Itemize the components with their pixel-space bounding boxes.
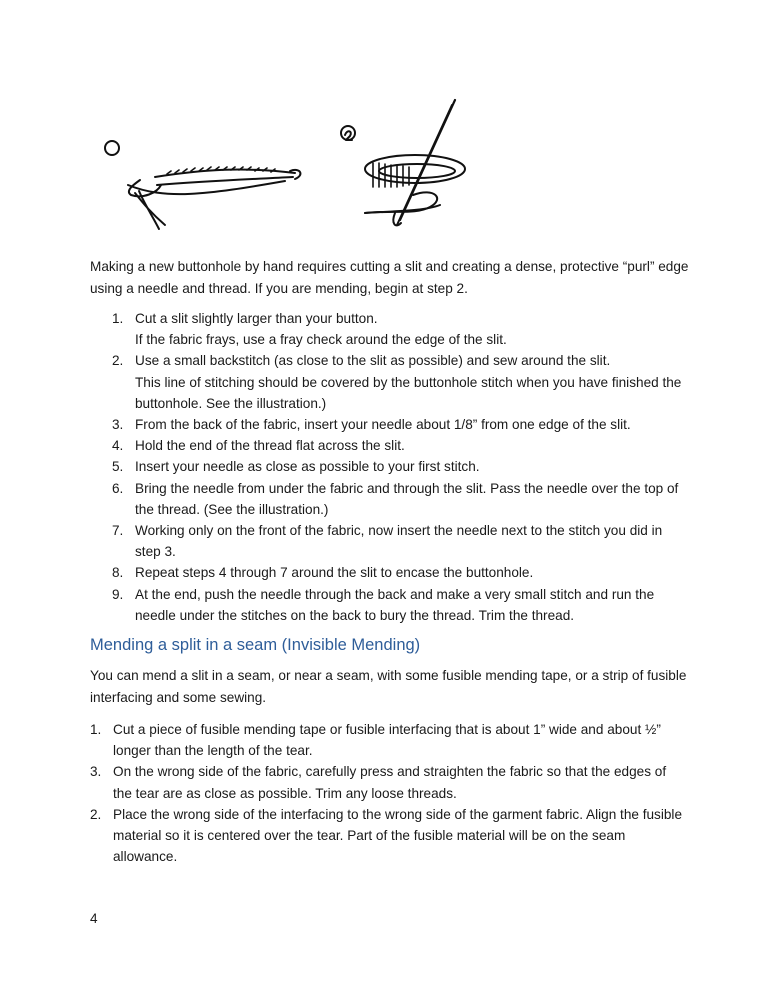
buttonhole-steps-list bbox=[90, 308, 685, 626]
step-text: Hold the end of the thread flat across the slit. bbox=[135, 438, 405, 454]
step-number: 9. bbox=[112, 586, 124, 602]
section-intro-paragraph bbox=[90, 665, 690, 708]
slit-line-icon bbox=[128, 181, 285, 194]
step-text: Repeat steps 4 through 7 around the slit to encase the buttonhole. bbox=[135, 565, 534, 581]
list-item bbox=[90, 804, 685, 868]
list-item bbox=[90, 308, 685, 350]
step-text: Cut a slit slightly larger than your button. bbox=[135, 311, 378, 326]
list-item bbox=[90, 562, 685, 583]
step-note: This line of stitching should be covered by the buttonhole stitch when you have finished the buttonhole. See the illustration.) bbox=[135, 374, 682, 411]
step-text: From the back of the fabric, insert your needle about 1/8” from one edge of the slit. bbox=[135, 417, 631, 433]
buttonhole-illustration bbox=[95, 95, 515, 245]
step-note: If the fabric frays, use a fray check around the edge of the slit. bbox=[135, 332, 507, 348]
list-item bbox=[90, 520, 685, 562]
step-number: 3. bbox=[112, 417, 124, 433]
step2-marker-icon bbox=[341, 126, 355, 140]
page-number: 4 bbox=[90, 911, 98, 926]
list-item bbox=[90, 719, 685, 761]
step-number: 8. bbox=[112, 565, 124, 581]
list-item bbox=[90, 435, 685, 456]
step-text: Working only on the front of the fabric, now insert the needle next to the stitch you did in step 3. bbox=[135, 523, 663, 560]
step-text: Use a small backstitch (as close to the slit as possible) and sew around the slit. bbox=[135, 353, 611, 369]
intro-text: Making a new buttonhole by hand requires cutting a slit and creating a dense, protective “purl” edge using a needle and thread. If you are mending, begin at step 2. bbox=[90, 259, 689, 296]
thread-icon bbox=[365, 192, 437, 213]
section-heading: Mending a split in a seam (Invisible Mending) bbox=[90, 636, 421, 654]
step1-marker-icon bbox=[105, 141, 119, 155]
step-text: On the wrong side of the fabric, carefully press and straighten the fabric so that the edges of the tear are as close as possible. Trim any loose threads. bbox=[113, 764, 667, 801]
step-number: 6. bbox=[112, 480, 124, 496]
step-text: Bring the needle from under the fabric and through the slit. Pass the needle over the top of the thread. (See the illustration.) bbox=[135, 480, 679, 517]
step-number: 3. bbox=[90, 764, 102, 780]
seam-steps-list bbox=[90, 719, 685, 867]
step-number: 2. bbox=[90, 806, 102, 822]
list-item bbox=[90, 350, 685, 414]
step-text: Cut a piece of fusible mending tape or fusible interfacing that is about 1” wide and about ½” longer than the length of the tear. bbox=[113, 722, 661, 759]
step-number: 5. bbox=[112, 459, 124, 475]
list-item bbox=[90, 478, 685, 520]
list-item bbox=[90, 761, 685, 803]
section-intro-text: You can mend a slit in a seam, or near a seam, with some fusible mending tape, or a strip of fusible interfacing and some sewing. bbox=[90, 668, 687, 705]
list-item bbox=[90, 584, 685, 626]
intro-paragraph bbox=[90, 256, 690, 299]
step-text: At the end, push the needle through the back and make a very small stitch and run the needle under the stitches on the back to bury the thread. Trim the thread. bbox=[135, 586, 655, 623]
step-text: Place the wrong side of the interfacing to the wrong side of the garment fabric. Align the fusible material so it is centered over the tear. Part of the fusible material will be on the seam allowance. bbox=[113, 806, 683, 865]
list-item bbox=[90, 414, 685, 435]
list-item bbox=[90, 456, 685, 477]
step-number: 1. bbox=[112, 311, 124, 326]
step-number: 1. bbox=[90, 722, 102, 737]
step-number: 4. bbox=[112, 438, 124, 454]
step-text: Insert your needle as close as possible to your first stitch. bbox=[135, 459, 480, 475]
step-number: 2. bbox=[112, 353, 124, 369]
step-number: 7. bbox=[112, 523, 124, 539]
